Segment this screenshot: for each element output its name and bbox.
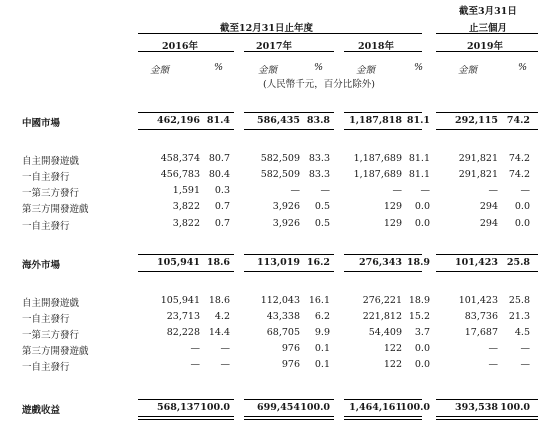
- percent-cell: 0.0: [414, 201, 430, 212]
- percent-cell: 0.0: [514, 218, 530, 229]
- amount-cell: 122: [383, 343, 402, 354]
- percent-cell: 0.1: [314, 343, 330, 354]
- amount-cell: 699,454: [257, 402, 300, 413]
- year-2016: 2016年: [162, 41, 198, 52]
- row-label: 中國市場: [22, 118, 61, 129]
- rule-above-total: [344, 112, 422, 113]
- amount-cell: —: [290, 185, 300, 196]
- amount-cell: 292,115: [455, 115, 498, 126]
- percent-cell: 0.7: [214, 218, 230, 229]
- percent-cell: 16.2: [306, 257, 330, 268]
- amount-label-2018: 金額: [356, 65, 376, 76]
- pct-label-2018: %: [414, 62, 424, 73]
- amount-cell: —: [488, 343, 498, 354]
- amount-cell: 3,926: [272, 201, 300, 212]
- percent-cell: —: [520, 343, 530, 354]
- rule-2019: [436, 51, 538, 52]
- header-period-group: 截至12月31日止年度: [220, 23, 313, 34]
- percent-cell: 0.0: [414, 218, 430, 229]
- amount-cell: 54,409: [368, 327, 402, 338]
- rule-2017: [244, 51, 334, 52]
- amount-cell: 294: [479, 218, 498, 229]
- rule-above-total: [244, 399, 334, 400]
- amount-cell: 83,736: [464, 311, 498, 322]
- rule-above-total: [138, 399, 234, 400]
- amount-cell: —: [190, 343, 200, 354]
- amount-cell: 458,374: [160, 153, 200, 164]
- pct-label-2019: %: [518, 62, 528, 73]
- amount-cell: —: [190, 359, 200, 370]
- percent-cell: 81.1: [408, 169, 430, 180]
- percent-cell: 0.0: [514, 201, 530, 212]
- year-2019: 2019年: [467, 41, 503, 52]
- rule-above-total: [138, 254, 234, 255]
- amount-cell: 582,509: [260, 169, 300, 180]
- row-label: 第三方開發遊戲: [22, 346, 89, 357]
- amount-cell: 586,435: [257, 115, 300, 126]
- rule-2018: [344, 51, 422, 52]
- amount-cell: 129: [383, 218, 402, 229]
- amount-cell: 23,713: [166, 311, 200, 322]
- amount-cell: 43,338: [266, 311, 300, 322]
- rule-below-total: [244, 271, 334, 272]
- header-q1-bottom: 止三個月: [469, 23, 508, 34]
- percent-cell: 25.8: [506, 257, 530, 268]
- percent-cell: 100.0: [300, 402, 330, 413]
- percent-cell: 100.0: [200, 402, 230, 413]
- amount-cell: 976: [281, 359, 300, 370]
- percent-cell: 0.5: [314, 201, 330, 212]
- amount-cell: 393,538: [455, 402, 498, 413]
- year-2018: 2018年: [358, 41, 394, 52]
- percent-cell: 83.3: [308, 169, 330, 180]
- rule-below-total: [344, 129, 422, 130]
- row-label: 遊戲收益: [22, 405, 61, 416]
- rule-above-total: [436, 254, 538, 255]
- row-label: 一自主發行: [22, 314, 70, 325]
- amount-cell: 1,187,689: [353, 169, 402, 180]
- rule-above-total: [138, 112, 234, 113]
- amount-cell: 1,187,818: [349, 115, 402, 126]
- pct-label-2016: %: [214, 62, 224, 73]
- percent-cell: 18.6: [208, 295, 230, 306]
- rule-above-total: [436, 399, 538, 400]
- row-label: 自主開發遊戲: [22, 156, 80, 167]
- rule-below-total: [344, 416, 422, 420]
- percent-cell: —: [220, 343, 230, 354]
- amount-cell: 112,043: [260, 295, 300, 306]
- header-rule-q1: [436, 33, 538, 34]
- amount-cell: 113,019: [257, 257, 300, 268]
- amount-cell: 1,591: [172, 185, 200, 196]
- percent-cell: 74.2: [508, 169, 530, 180]
- rule-below-total: [436, 129, 538, 130]
- row-label: 一自主發行: [22, 221, 70, 232]
- amount-cell: 82,228: [166, 327, 200, 338]
- percent-cell: 0.5: [314, 218, 330, 229]
- amount-cell: 582,509: [260, 153, 300, 164]
- amount-cell: 68,705: [266, 327, 300, 338]
- row-label: 自主開發遊戲: [22, 298, 80, 309]
- amount-cell: 568,137: [157, 402, 200, 413]
- percent-cell: 16.1: [308, 295, 330, 306]
- amount-cell: 129: [383, 201, 402, 212]
- amount-label-2017: 金額: [258, 65, 278, 76]
- rule-2016: [138, 51, 234, 52]
- amount-cell: 976: [281, 343, 300, 354]
- header-rule-years: [138, 33, 422, 34]
- rule-below-total: [436, 416, 538, 420]
- percent-cell: —: [520, 185, 530, 196]
- row-label: 海外市場: [22, 260, 61, 271]
- unit-note: (人民幣千元，百分比除外): [263, 79, 375, 90]
- percent-cell: 100.0: [500, 402, 530, 413]
- percent-cell: 80.4: [208, 169, 230, 180]
- percent-cell: —: [220, 359, 230, 370]
- amount-cell: 276,343: [359, 257, 402, 268]
- percent-cell: 74.2: [508, 153, 530, 164]
- percent-cell: 83.3: [308, 153, 330, 164]
- rule-below-total: [138, 416, 234, 420]
- percent-cell: 4.5: [514, 327, 530, 338]
- row-label: 一第三方發行: [22, 330, 80, 341]
- percent-cell: 3.7: [414, 327, 430, 338]
- percent-cell: 81.1: [408, 153, 430, 164]
- amount-cell: —: [488, 185, 498, 196]
- amount-label-2019: 金額: [458, 65, 478, 76]
- percent-cell: 83.8: [306, 115, 330, 126]
- percent-cell: 4.2: [214, 311, 230, 322]
- percent-cell: —: [520, 359, 530, 370]
- amount-cell: 1,187,689: [353, 153, 402, 164]
- rule-below-total: [138, 129, 234, 130]
- rule-below-total: [138, 271, 234, 272]
- row-label: 一自主發行: [22, 362, 70, 373]
- row-label: 一自主發行: [22, 172, 70, 183]
- amount-cell: 105,941: [157, 257, 200, 268]
- rule-below-total: [436, 271, 538, 272]
- percent-cell: 80.7: [208, 153, 230, 164]
- rule-below-total: [244, 416, 334, 420]
- amount-cell: 3,926: [272, 218, 300, 229]
- amount-cell: 101,423: [455, 257, 498, 268]
- amount-cell: 294: [479, 201, 498, 212]
- percent-cell: 0.3: [214, 185, 230, 196]
- percent-cell: 81.1: [406, 115, 430, 126]
- percent-cell: 100.0: [400, 402, 430, 413]
- rule-below-total: [244, 129, 334, 130]
- amount-cell: 17,687: [464, 327, 498, 338]
- percent-cell: 81.4: [206, 115, 230, 126]
- percent-cell: 0.7: [214, 201, 230, 212]
- amount-cell: 221,812: [362, 311, 402, 322]
- percent-cell: 0.0: [414, 359, 430, 370]
- percent-cell: 15.2: [408, 311, 430, 322]
- amount-label-2016: 金額: [150, 65, 170, 76]
- amount-cell: 3,822: [172, 218, 200, 229]
- amount-cell: 105,941: [160, 295, 200, 306]
- percent-cell: 0.1: [314, 359, 330, 370]
- percent-cell: 21.3: [508, 311, 530, 322]
- amount-cell: 456,783: [160, 169, 200, 180]
- percent-cell: 18.9: [406, 257, 430, 268]
- pct-label-2017: %: [314, 62, 324, 73]
- rule-above-total: [244, 254, 334, 255]
- rule-above-total: [344, 399, 422, 400]
- percent-cell: 14.4: [208, 327, 230, 338]
- percent-cell: —: [420, 185, 430, 196]
- rule-above-total: [344, 254, 422, 255]
- amount-cell: 291,821: [458, 153, 498, 164]
- year-2017: 2017年: [256, 41, 292, 52]
- amount-cell: 462,196: [157, 115, 200, 126]
- rule-above-total: [244, 112, 334, 113]
- amount-cell: 101,423: [458, 295, 498, 306]
- amount-cell: 276,221: [362, 295, 402, 306]
- percent-cell: 18.9: [408, 295, 430, 306]
- percent-cell: 25.8: [508, 295, 530, 306]
- rule-below-total: [344, 271, 422, 272]
- percent-cell: 18.6: [206, 257, 230, 268]
- percent-cell: 0.0: [414, 343, 430, 354]
- percent-cell: 74.2: [506, 115, 530, 126]
- percent-cell: 6.2: [314, 311, 330, 322]
- row-label: 第三方開發遊戲: [22, 204, 89, 215]
- amount-cell: 122: [383, 359, 402, 370]
- amount-cell: 1,464,161: [349, 402, 402, 413]
- percent-cell: —: [320, 185, 330, 196]
- row-label: 一第三方發行: [22, 188, 80, 199]
- amount-cell: —: [488, 359, 498, 370]
- amount-cell: 3,822: [172, 201, 200, 212]
- amount-cell: —: [392, 185, 402, 196]
- rule-above-total: [436, 112, 538, 113]
- percent-cell: 9.9: [314, 327, 330, 338]
- header-q1-top: 截至3月31日: [459, 6, 517, 17]
- amount-cell: 291,821: [458, 169, 498, 180]
